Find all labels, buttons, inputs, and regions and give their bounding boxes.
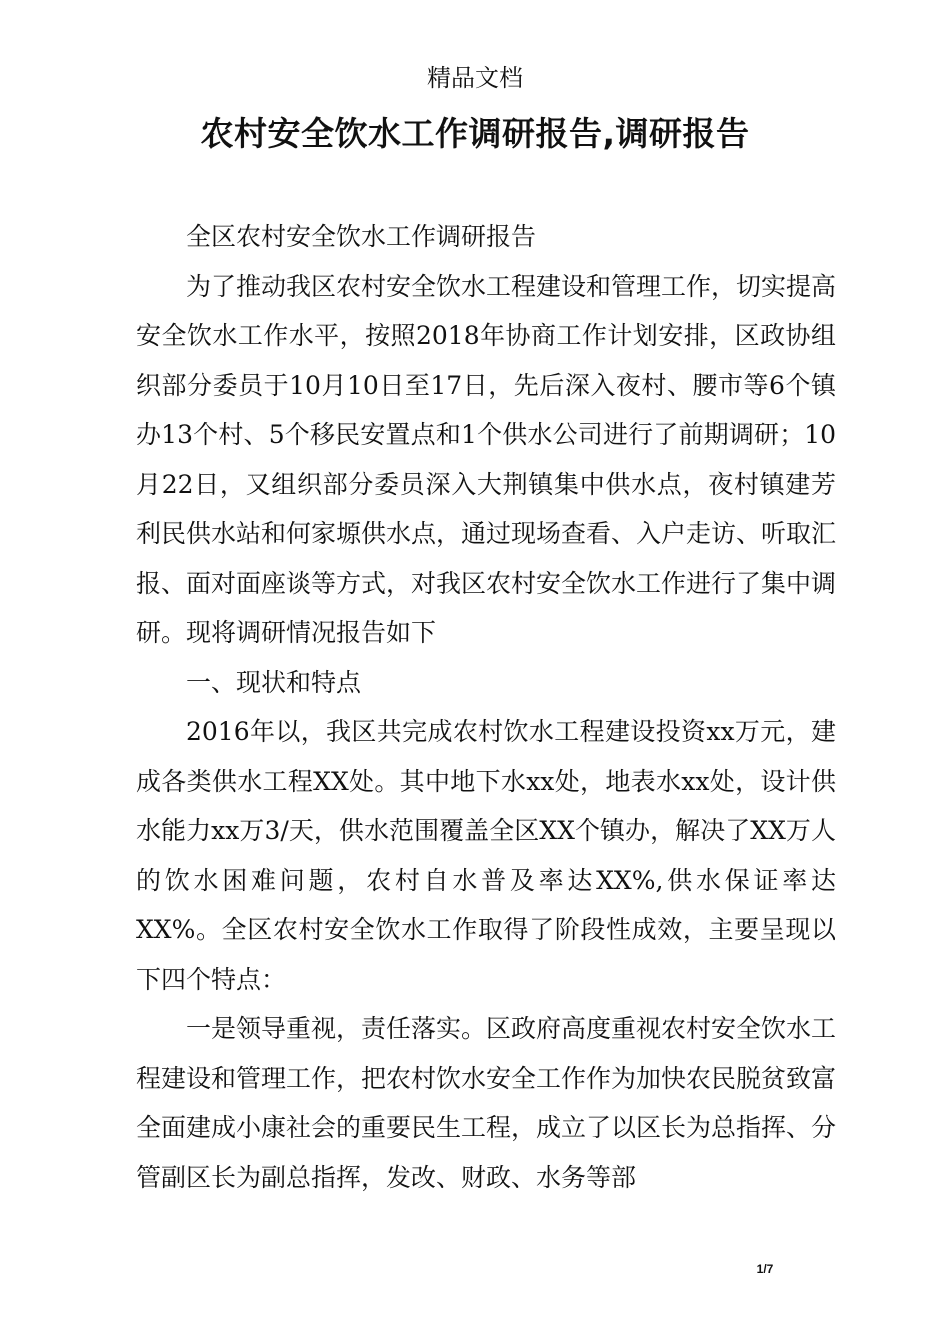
intro-paragraph: 为了推动我区农村安全饮水工程建设和管理工作，切实提高安全饮水工作水平，按照2018年协商工作计划安排，区政协组织部分委员于10月10日至17日，先后深入夜村、腰市等6个镇办13个村、5个移民安置点和1个供水公司进行了前期调研；10月22日，又组织部分委员深入大荆镇集中供水点，夜村镇建芳利民供水站和何家塬供水点，通过现场查看、入户走访、听取汇报、面对面座谈等方式，对我区农村安全饮水工作进行了集中调研。现将调研情况报告如下 [136, 271, 837, 647]
page-number: 1/7 [756, 1262, 774, 1276]
page-header: 精品文档 [427, 64, 523, 92]
document-body [136, 212, 836, 1202]
document-title: 农村安全饮水工作调研报告,调研报告 [200, 114, 750, 153]
feature-paragraph: 一是领导重视，责任落实。区政府高度重视农村安全饮水工程建设和管理工作，把农村饮水安全工作作为加快农民脱贫致富全面建成小康社会的重要民生工程，成立了以区长为总指挥、分管副区长为副总指挥，发改、财政、水务等部 [136, 1014, 837, 1192]
status-paragraph: 2016年以，我区共完成农村饮水工程建设投资xx万元，建成各类供水工程XX处。其中地下水xx处，地表水xx处，设计供水能力xx万3/天，供水范围覆盖全区XX个镇办，解决了XX万人的饮水困难问题，农村自水普及率达XX%,供水保证率达XX%。全区农村安全饮水工作取得了阶段性成效，主要呈现以下四个特点： [136, 717, 836, 994]
section-heading: 一、现状和特点 [186, 667, 362, 697]
subtitle-paragraph: 全区农村安全饮水工作调研报告 [186, 222, 537, 251]
